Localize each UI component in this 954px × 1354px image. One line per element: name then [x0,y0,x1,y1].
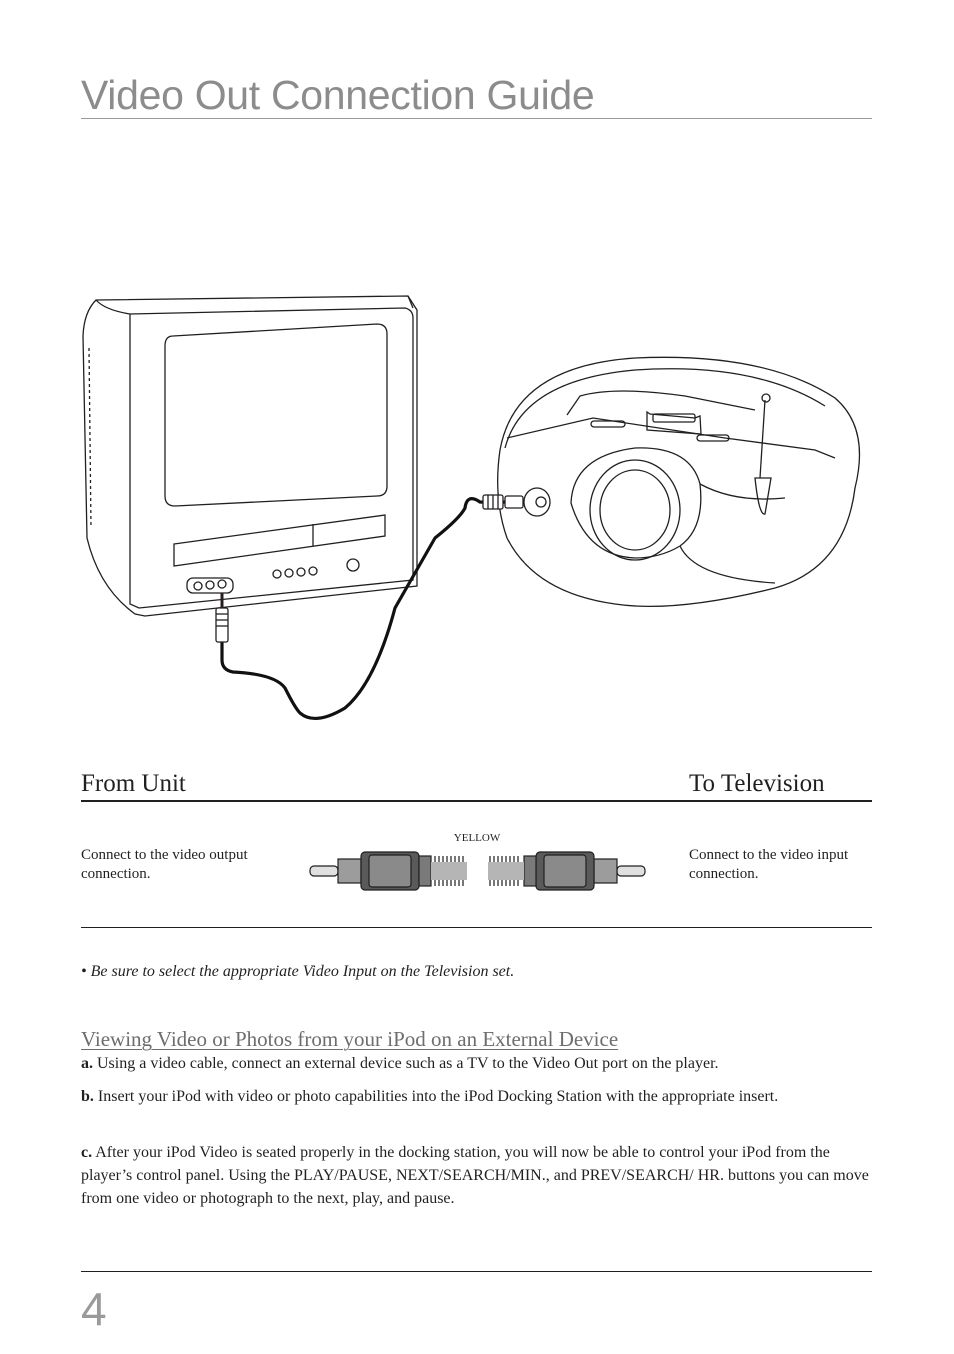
input-select-note: • Be sure to select the appropriate Video Input on the Television set. [81,963,515,980]
from-unit-heading: From Unit [81,770,186,797]
title-divider [81,118,872,119]
docking-station-illustration [498,357,860,606]
page-number: 4 [81,1283,107,1335]
step-marker: c. [81,1144,93,1161]
connect-output-instruction: Connect to the video output connection. [81,847,248,882]
step-b [81,1085,873,1108]
left-rca-plug [310,852,467,890]
yellow-cable-label: YELLOW [453,832,501,844]
connect-input-instruction: Connect to the video input connection. [689,847,849,882]
step-marker: a. [81,1055,93,1072]
step-text: Using a video cable, connect an external device such as a TV to the Video Out port on the player. [93,1055,719,1072]
step-text: Insert your iPod with video or photo capabilities into the iPod Docking Station with the appropriate insert. [93,1088,779,1105]
connection-illustration [75,288,875,728]
page-title: Video Out Connection Guide [81,72,595,118]
to-television-heading: To Television [689,770,825,797]
television-illustration [83,296,417,616]
subheading-divider [81,800,872,802]
step-c [81,1141,873,1210]
connector-divider [81,927,872,928]
step-marker: b. [81,1088,94,1105]
step-text: After your iPod Video is seated properly in the docking station, you will now be able to control your iPod from the player’s control panel. Using the PLAY/PAUSE, NEXT/SEARCH/MIN., and PREV/SEARCH/ HR. buttons you can move from one video or photograph to the next, play, and pause. [81,1144,869,1207]
step-a [81,1052,873,1075]
right-rca-plug [488,852,645,890]
rca-cable-illustration [305,826,650,901]
footer-divider [81,1271,872,1272]
section-heading: Viewing Video or Photos from your iPod on an External Device [81,1027,619,1051]
